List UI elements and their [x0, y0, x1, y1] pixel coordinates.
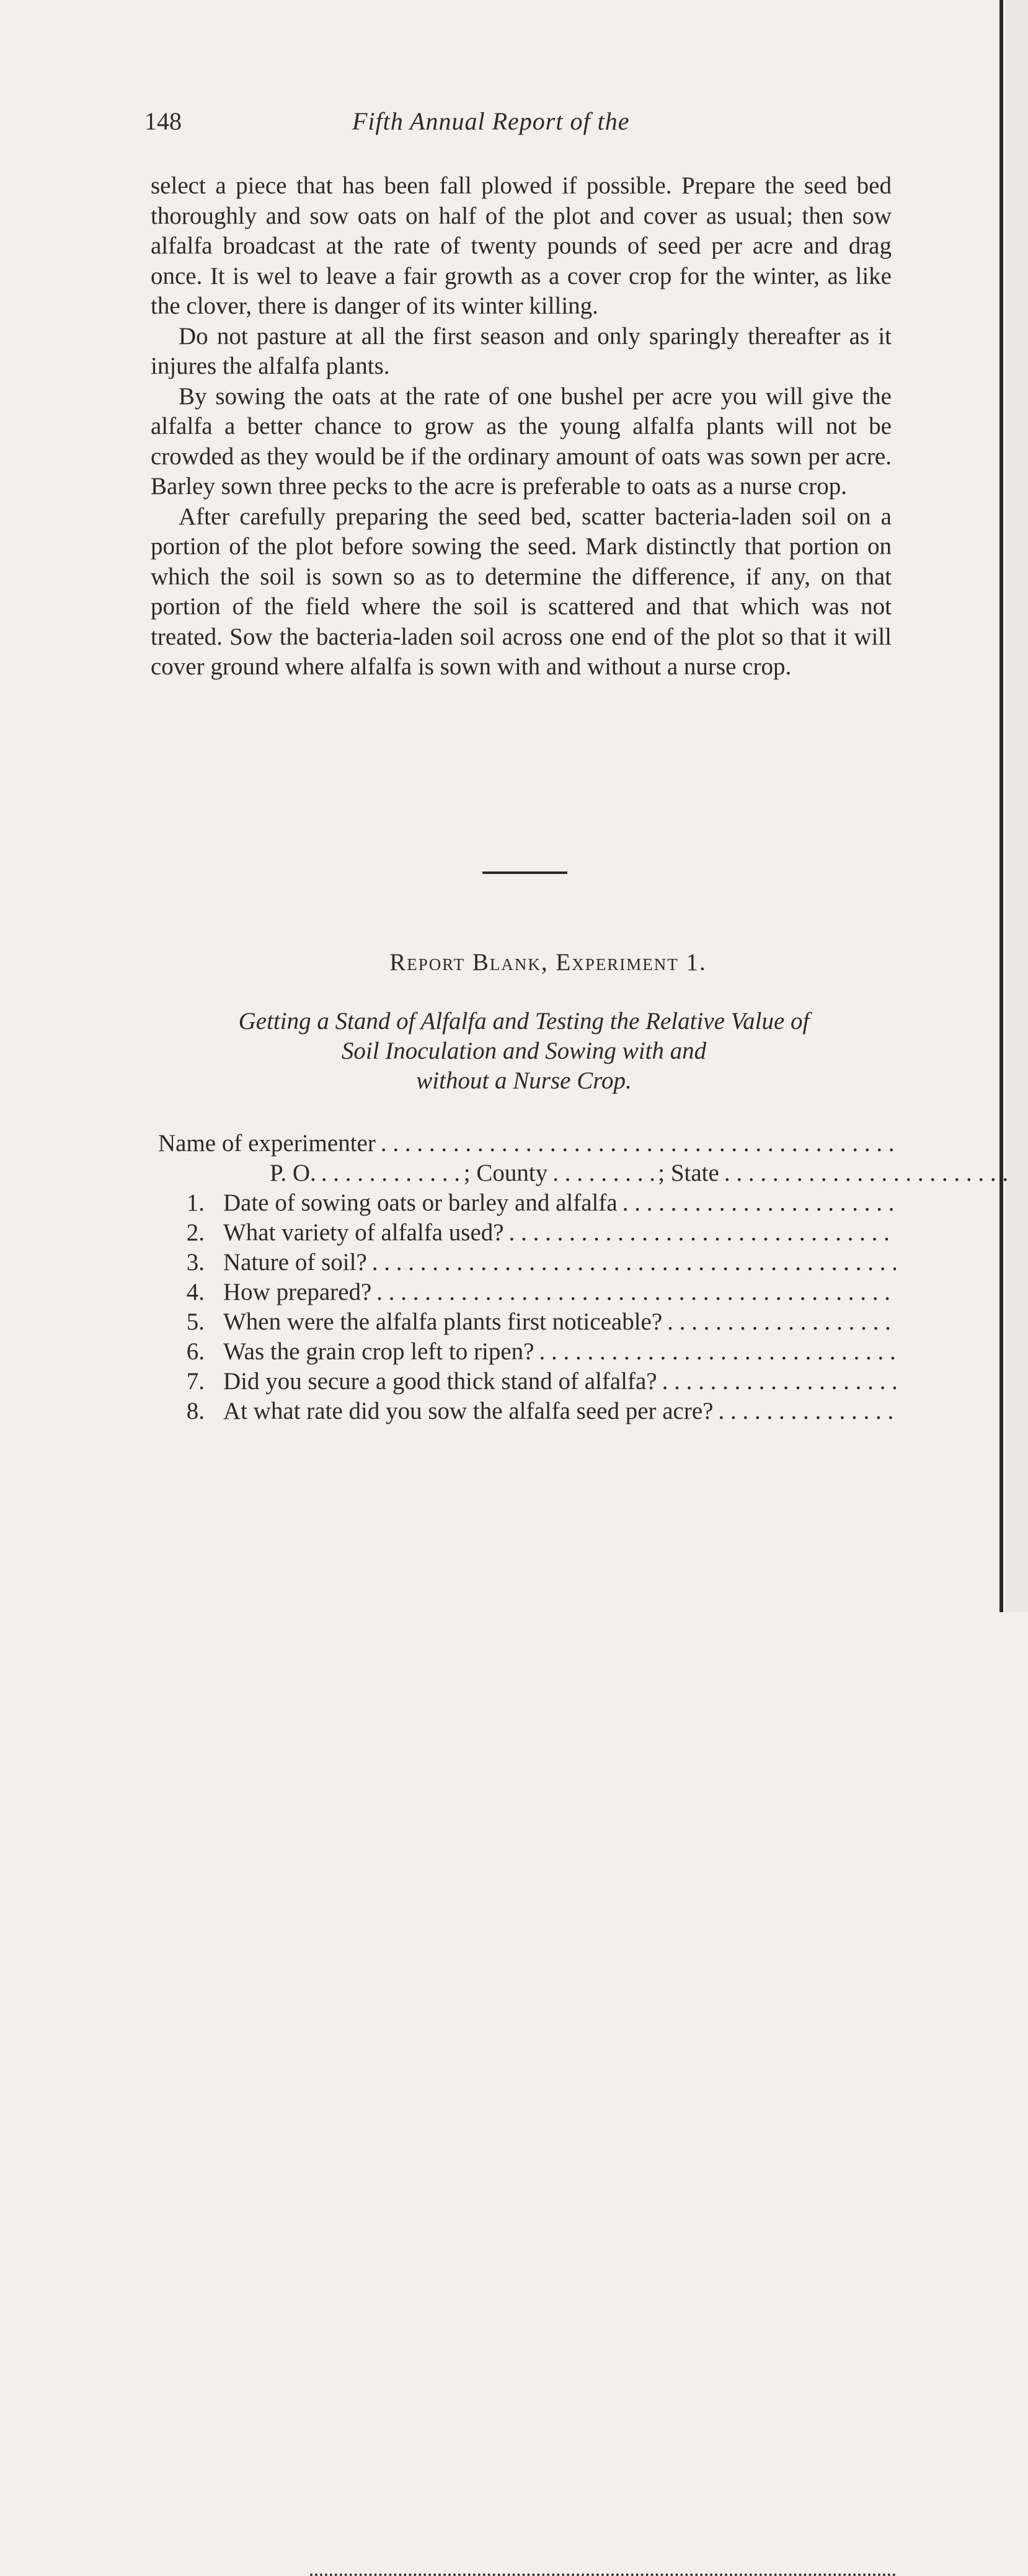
question-row — [158, 1367, 896, 1397]
address-row — [158, 1159, 1008, 1189]
question-text: At what rate did you sow the alfalfa seed per acre? — [223, 1398, 714, 1424]
question-row — [158, 1308, 896, 1338]
question-row — [158, 1189, 896, 1219]
page-edge-line — [999, 0, 1003, 1612]
continuation-dotted-line — [310, 2569, 896, 2576]
question-text: What variety of alfalfa used? — [223, 1219, 504, 1246]
question-row — [158, 1248, 896, 1278]
fill-in-dots — [381, 1129, 896, 1157]
section-divider — [482, 871, 567, 874]
fill-in-dots — [321, 1159, 464, 1187]
name-label: Name of experimenter — [158, 1130, 376, 1157]
fill-in-dots — [552, 1159, 658, 1187]
question-text: How prepared? — [223, 1279, 372, 1305]
question-number: 8. — [186, 1398, 205, 1424]
question-number: 1. — [186, 1189, 205, 1216]
paragraph: Do not pasture at all the first season and only sparingly thereafter as it injures the alfalfa plants. — [151, 322, 892, 379]
page-number: 148 — [144, 107, 182, 135]
question-text: Nature of soil? — [223, 1249, 367, 1276]
fill-in-dots — [667, 1308, 896, 1336]
fill-in-dots — [376, 1278, 896, 1306]
subtitle-line: Soil Inoculation and Sowing with and — [341, 1038, 707, 1064]
question-number: 6. — [186, 1338, 205, 1365]
question-row — [158, 1338, 896, 1367]
facing-page-margin — [1006, 0, 1028, 1612]
state-label: ; State — [658, 1160, 719, 1186]
question-row — [158, 1278, 896, 1308]
fill-in-dots — [724, 1159, 1008, 1187]
question-text: Date of sowing oats or barley and alfalfa — [223, 1189, 618, 1216]
paragraph: After carefully preparing the seed bed, scatter bacteria-laden soil on a portion of the plot before sowing the seed. Mark distinctly that portion on which the soil is sown so as to determine the difference, if any, on that portion of the field where the soil is scattered and that which was not treated. Sow the bacteria-laden soil across one end of the plot so that it will cover ground where alfalfa is sown with and without a nurse crop. — [151, 503, 892, 680]
county-label: ; County — [463, 1160, 548, 1186]
po-label: P. O. — [270, 1160, 316, 1186]
paragraph: By sowing the oats at the rate of one bushel per acre you will give the alfalfa a better chance to grow as the young alfalfa plants will not be crowded as they would be if the ordinary amount of oats was sown per acre. Barley sown three pecks to the acre is preferable to oats as a nurse crop. — [151, 382, 892, 500]
report-heading: Report Blank, Experiment 1. — [389, 949, 707, 976]
fill-in-dots — [509, 1219, 896, 1246]
fill-in-dots — [539, 1338, 897, 1365]
subtitle-line: without a Nurse Crop. — [416, 1067, 632, 1094]
body-text — [151, 171, 892, 682]
question-number: 7. — [186, 1368, 205, 1395]
fill-in-dots — [623, 1189, 896, 1217]
question-row — [158, 1219, 896, 1248]
question-text: Did you secure a good thick stand of alfalfa? — [223, 1368, 657, 1395]
question-text: Was the grain crop left to ripen? — [223, 1338, 534, 1365]
fill-in-dots — [718, 1397, 896, 1425]
paragraph: select a piece that has been fall plowed if possible. Prepare the seed bed thoroughly and sow oats on half of the plot and cover as usual; then sow alfalfa broadcast at the rate of twenty pounds of seed per acre and drag once. It is wel to leave a fair growth as a cover crop for the winter, as like the clover, there is danger of its winter killing. — [151, 172, 892, 319]
running-title: Fifth Annual Report of the — [352, 107, 630, 135]
question-number: 2. — [186, 1219, 205, 1246]
subtitle-line: Getting a Stand of Alfalfa and Testing the Relative Value of — [238, 1008, 810, 1034]
name-row — [158, 1129, 896, 1159]
report-subtitle — [155, 1007, 893, 1096]
fill-in-dots — [662, 1367, 896, 1395]
fill-in-dots — [372, 1248, 896, 1276]
question-text: When were the alfalfa plants first noticeable? — [223, 1308, 663, 1335]
running-head — [144, 107, 888, 138]
question-number: 5. — [186, 1308, 205, 1335]
question-row — [158, 1397, 896, 1427]
question-number: 3. — [186, 1249, 205, 1276]
question-number: 4. — [186, 1279, 205, 1305]
